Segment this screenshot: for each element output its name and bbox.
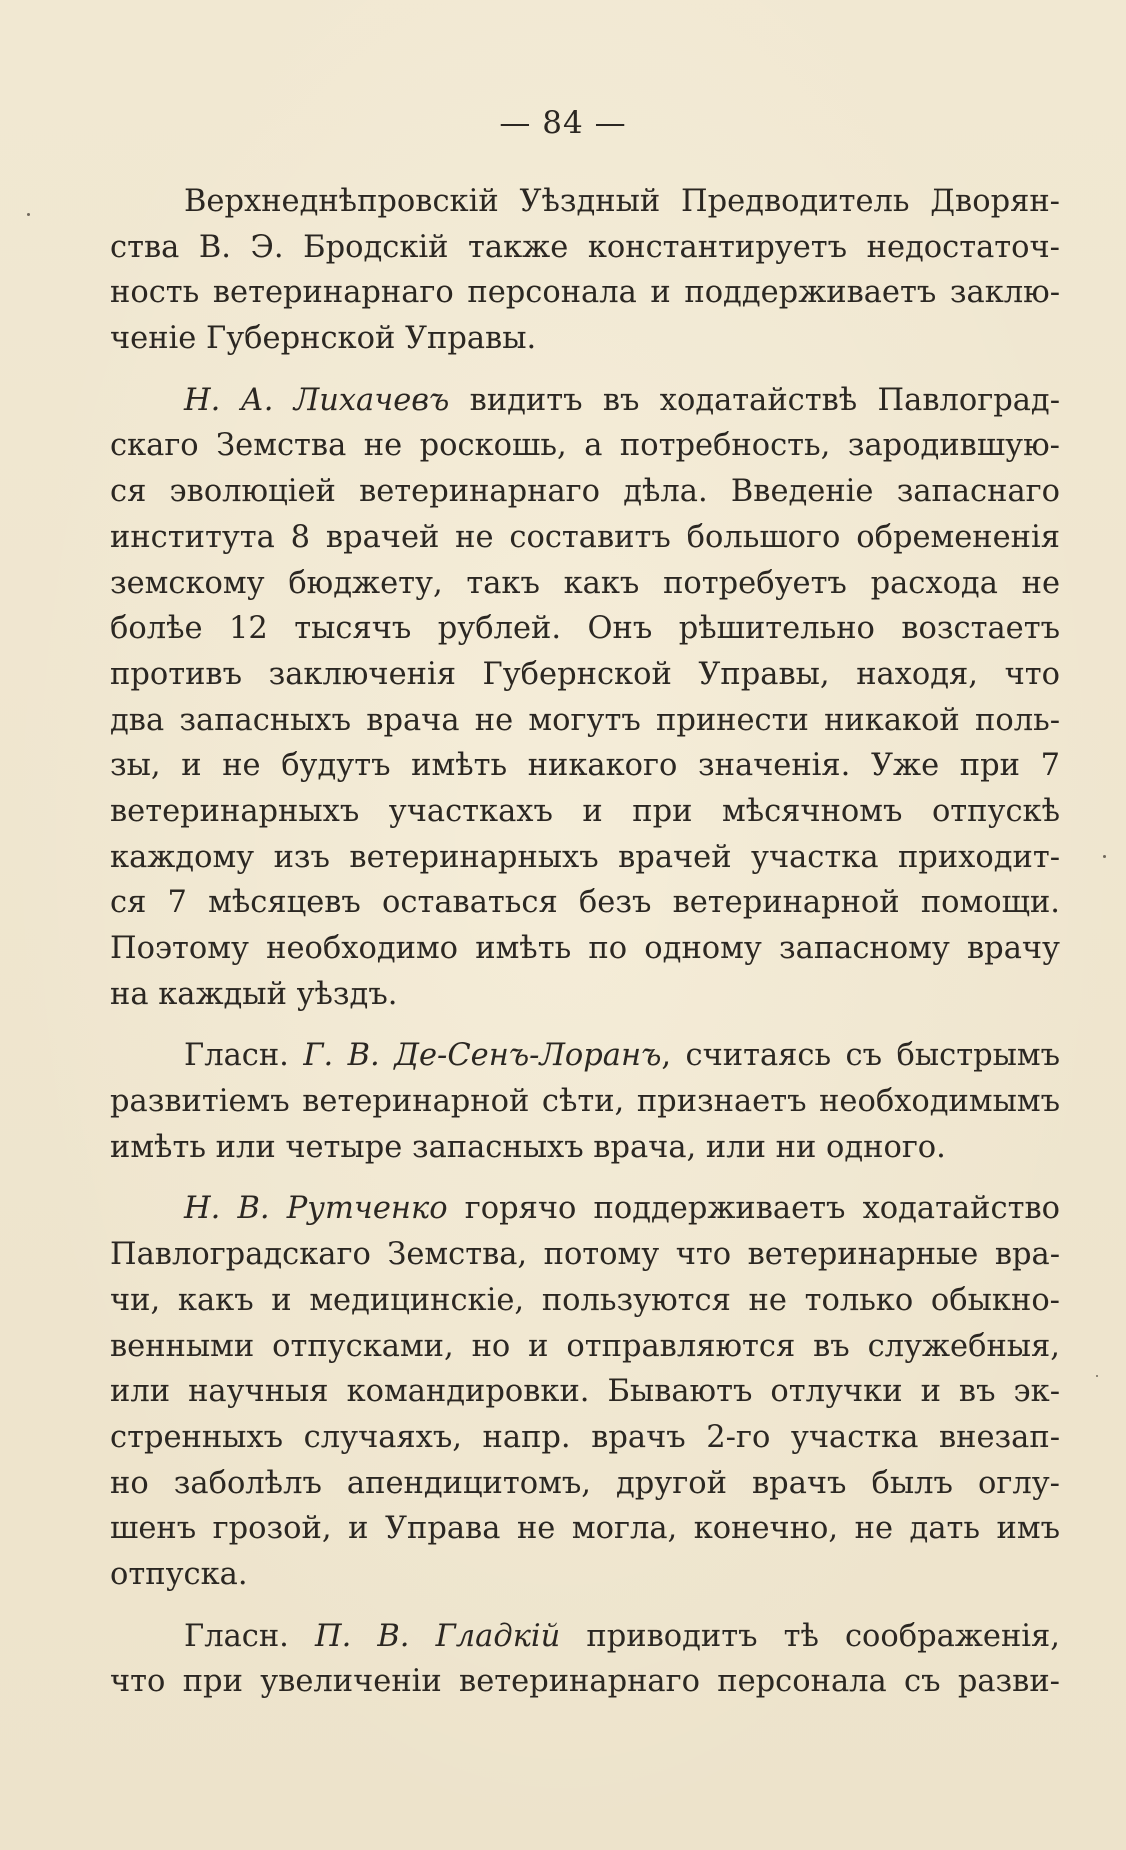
text-fragment: приводитъ тѣ соображенія, (560, 1618, 1060, 1654)
text-line: развитіемъ ветеринарной сѣти, признаетъ необходимымъ (110, 1084, 1060, 1120)
text-line: Верхнеднѣпровскій Уѣздный Предводитель Дворян- (184, 184, 1060, 219)
text-line: ся 7 мѣсяцевъ оставаться безъ ветеринарной помощи. (110, 885, 1060, 921)
text-fragment: горячо поддерживаетъ ходатайство (447, 1191, 1060, 1227)
text-line: имѣть или четыре запасныхъ врача, или ни одного. (110, 1129, 946, 1165)
text-line: скаго Земства не роскошь, а потребность, зародившую- (110, 428, 1060, 464)
text-line: венными отпусками, но и отправляются въ служебныя, (110, 1328, 1060, 1364)
text-line: ность ветеринарнаго персонала и поддерживаетъ заклю- (110, 275, 1060, 311)
text-line (110, 1614, 1060, 1660)
scan-speck (27, 213, 30, 216)
text-line: ства В. Э. Бродскій также константируетъ недостаточ- (110, 229, 1060, 265)
text-line: шенъ грозой, и Управа не могла, конечно, не дать имъ (110, 1511, 1060, 1547)
text-line: стренныхъ случаяхъ, напр. врачъ 2-го участка внезап- (110, 1419, 1060, 1455)
paragraph-1 (110, 179, 1060, 362)
text-line (110, 378, 1060, 424)
text-line: земскому бюджету, такъ какъ потребуетъ расхода не (110, 565, 1060, 601)
paragraph-4 (110, 1186, 1060, 1597)
text-line: каждому изъ ветеринарныхъ врачей участка приходит- (110, 839, 1060, 875)
speaker-name: Н. А. Лихачевъ (184, 382, 450, 418)
scan-speck (1096, 1375, 1098, 1377)
paragraph-5 (110, 1614, 1060, 1705)
text-line: Павлоградскаго Земства, потому что ветеринарные вра- (110, 1237, 1060, 1273)
text-line: болѣе 12 тысячъ рублей. Онъ рѣшительно возстаетъ (110, 611, 1060, 647)
text-fragment: видитъ въ ходатайствѣ Павлоград- (449, 382, 1060, 418)
text-line: что при увеличеніи ветеринарнаго персонала съ разви- (110, 1664, 1060, 1700)
text-fragment: , считаясь съ быстрымъ (661, 1038, 1060, 1074)
body-text (110, 179, 1060, 1705)
text-line: ченіе Губернской Управы. (110, 321, 537, 357)
text-line: но заболѣлъ апендицитомъ, другой врачъ былъ оглу- (110, 1465, 1060, 1501)
text-line: чи, какъ и медицинскіе, пользуются не только обыкно- (110, 1282, 1060, 1318)
speaker-name: Н. В. Рутченко (184, 1191, 448, 1227)
text-fragment: Гласн. (184, 1618, 315, 1654)
text-line: Поэтому необходимо имѣть по одному запасному врачу (110, 931, 1060, 966)
text-line: зы, и не будутъ имѣть никакого значенія. Уже при 7 (110, 748, 1060, 784)
text-line: противъ заключенія Губернской Управы, находя, что (110, 656, 1060, 692)
text-line (110, 1033, 1060, 1079)
text-line: ся эволюціей ветеринарнаго дѣла. Введеніе запаснаго (110, 474, 1060, 510)
paragraph-3 (110, 1033, 1060, 1170)
text-fragment: Гласн. (184, 1038, 304, 1074)
text-line: на каждый уѣздъ. (110, 976, 398, 1012)
text-line: института 8 врачей не составитъ большого обремененія (110, 519, 1060, 555)
paragraph-2 (110, 378, 1060, 1018)
text-line (110, 1186, 1060, 1232)
scan-speck (1103, 855, 1106, 858)
speaker-name: П. В. Гладкій (314, 1618, 561, 1654)
speaker-name: Г. В. Де-Сенъ-Лоранъ (303, 1038, 662, 1074)
text-line: отпуска. (110, 1556, 248, 1592)
text-line: ветеринарныхъ участкахъ и при мѣсячномъ отпускѣ (110, 793, 1060, 829)
text-line: или научныя командировки. Бываютъ отлучки и въ эк- (110, 1374, 1060, 1410)
text-line: два запасныхъ врача не могутъ принести никакой поль- (110, 702, 1060, 738)
page-number: — 84 — (499, 105, 627, 141)
